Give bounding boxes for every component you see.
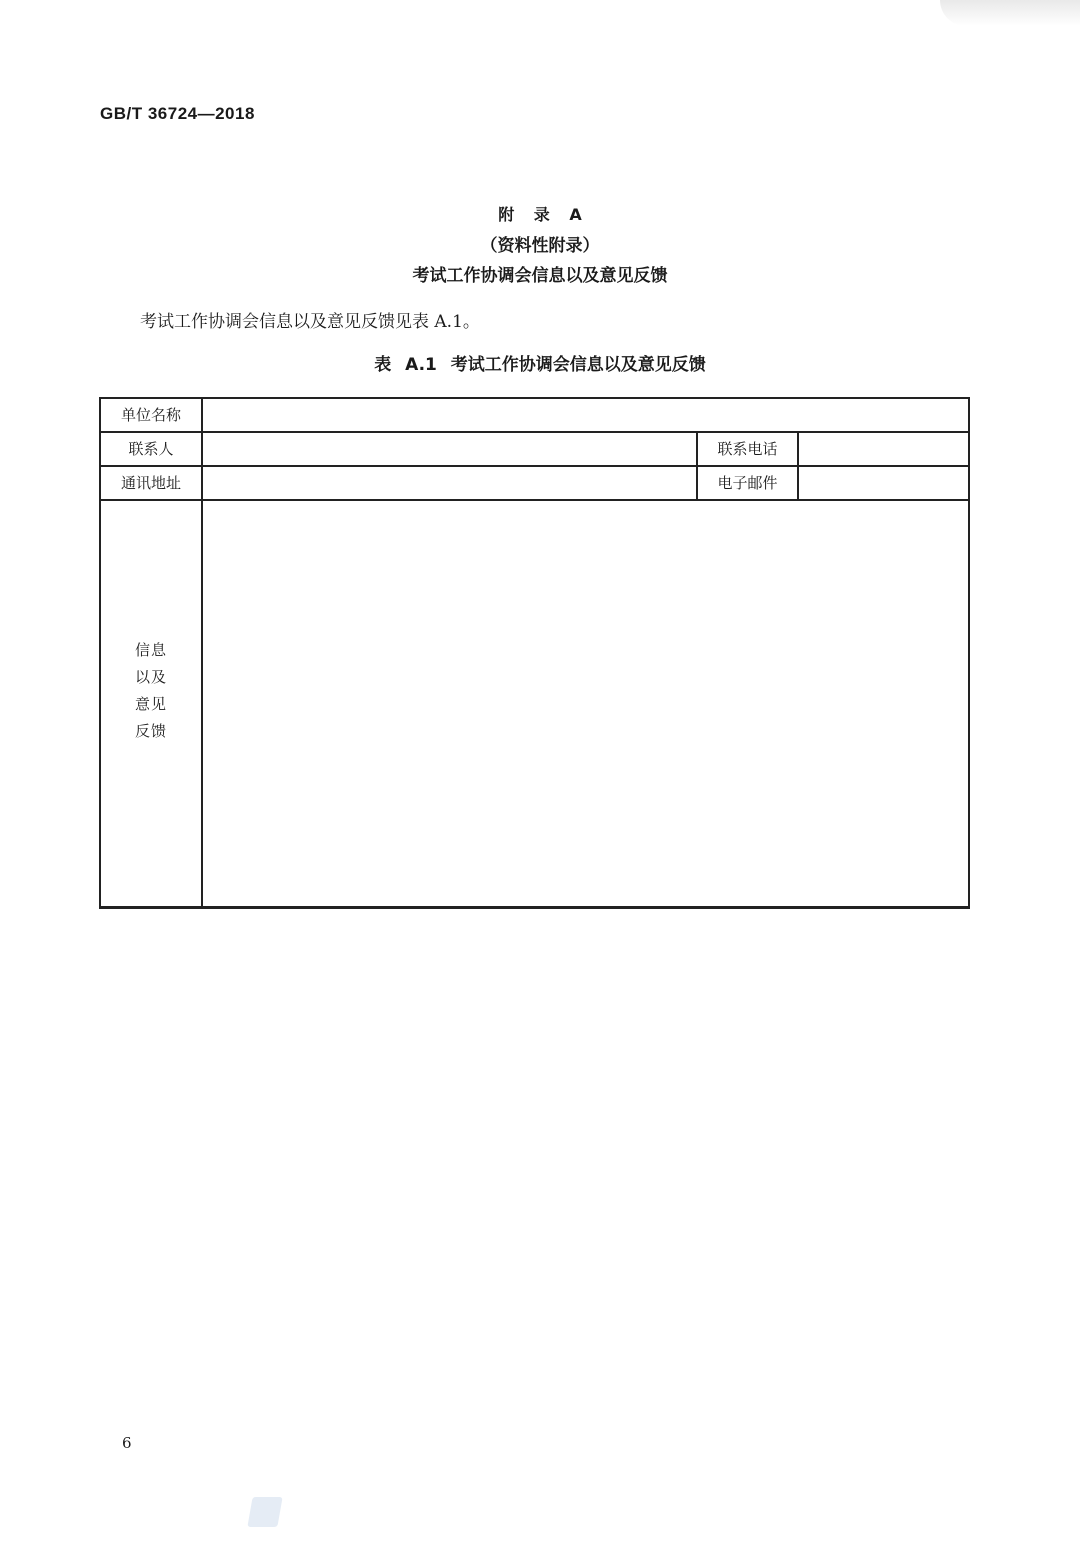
email-field[interactable] [799, 467, 968, 499]
email-label: 电子邮件 [717, 474, 778, 492]
standard-number: GB/T 36724—2018 [100, 104, 255, 123]
contact-phone-field[interactable] [799, 433, 968, 465]
feedback-field[interactable] [203, 501, 968, 906]
page-corner-shadow [940, 0, 1080, 26]
feedback-label-line: 以及 [134, 668, 167, 686]
contact-person-field[interactable] [203, 433, 696, 465]
watermark-logo [247, 1497, 282, 1527]
feedback-form-table [99, 397, 970, 909]
feedback-label [101, 637, 201, 745]
feedback-label-line: 信息 [134, 641, 167, 659]
unit-name-label: 单位名称 [120, 406, 181, 424]
unit-name-field[interactable] [203, 399, 968, 431]
appendix-title: 考试工作协调会信息以及意见反馈 [412, 266, 668, 286]
feedback-label-line: 反馈 [134, 722, 167, 740]
feedback-label-line: 意见 [134, 695, 167, 713]
body-paragraph: 考试工作协调会信息以及意见反馈见表 A.1。 [140, 312, 480, 332]
contact-phone-label: 联系电话 [717, 440, 778, 458]
table-caption: 表 A.1 考试工作协调会信息以及意见反馈 [374, 355, 706, 375]
appendix-type: （资料性附录） [480, 236, 600, 256]
page-number: 6 [122, 1434, 132, 1452]
address-label: 通讯地址 [120, 474, 181, 492]
address-field[interactable] [203, 467, 696, 499]
contact-person-label: 联系人 [128, 440, 174, 458]
appendix-label: 附 录 A [498, 205, 582, 224]
